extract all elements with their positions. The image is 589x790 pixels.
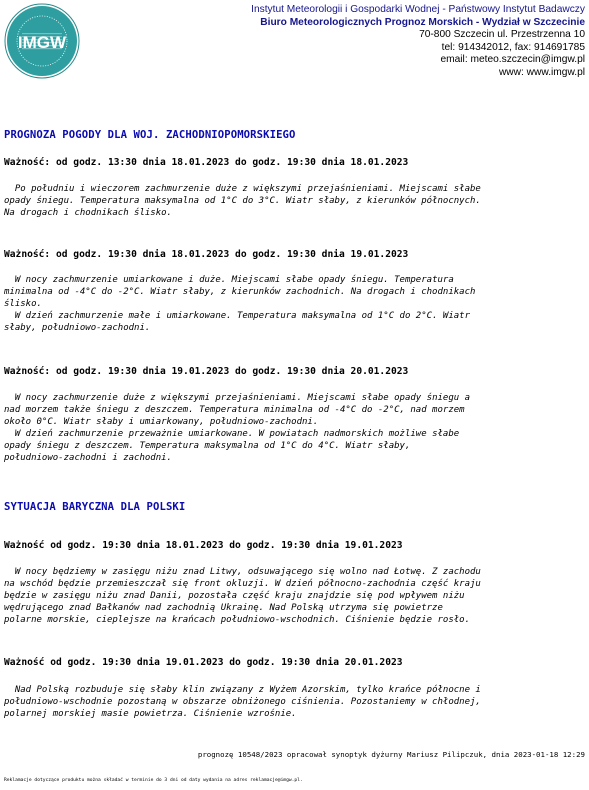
office-name: Biuro Meteorologicznych Prognoz Morskich - Wydział w Szczecinie <box>260 16 585 28</box>
address: 70-800 Szczecin ul. Przestrzenna 10 <box>419 29 585 41</box>
email-link[interactable]: email: meteo.szczecin@imgw.pl <box>440 54 585 66</box>
synoptic-validity-2: Ważność od godz. 19:30 dnia 19.01.2023 do godz. 19:30 dnia 20.01.2023 <box>4 657 403 668</box>
forecast-validity-1: Ważność: od godz. 13:30 dnia 18.01.2023 do godz. 19:30 dnia 18.01.2023 <box>4 157 409 168</box>
synoptic-validity-1: Ważność od godz. 19:30 dnia 18.01.2023 do godz. 19:30 dnia 19.01.2023 <box>4 540 403 551</box>
phone-fax: tel: 914342012, fax: 914691785 <box>441 41 585 53</box>
synoptic-text-2: Nad Polską rozbuduje się słaby klin związany z Wyżem Azorskim, tylko krańce północne i południowo-wschodnie pozostaną w obszarze obniżonego ciśnienia. Pozostaniemy w chłodnej, polarnej morskiej masie powietrza. Ciśnienie wzrośnie. <box>4 685 481 720</box>
imgw-logo <box>4 3 80 79</box>
synoptic-title: SYTUACJA BARYCZNA DLA POLSKI <box>4 501 186 513</box>
forecast-validity-3: Ważność: od godz. 19:30 dnia 19.01.2023 do godz. 19:30 dnia 20.01.2023 <box>4 366 409 377</box>
forecast-text-3: W nocy zachmurzenie duże z większymi przejaśnieniami. Miejscami słabe opady śniegu a nad morzem także śniegu z deszczem. Temperatura minimalna od -4°C do -2°C, nad morzem około 0°C. Wiatr słaby i umiarkowany, południowo-zachodni. W dzień zachmurzenie przeważnie umiarkowane. W powiatach nadmorskich możliwe słabe opady śniegu z deszczem. Temperatura maksymalna od 1°C do 4°C. Wiatr słaby, południowo-zachodni i zachodni. <box>4 393 470 464</box>
complaint-note: Reklamacje dotyczące produktu można składać w terminie do 3 dni od daty wydania na adres reklamacje@imgw.pl. <box>4 778 303 783</box>
institute-name: Instytut Meteorologii i Gospodarki Wodnej - Państwowy Instytut Badawczy <box>251 4 585 15</box>
forecaster-credit: prognozę 10548/2023 opracował synoptyk dyżurny Mariusz Pilipczuk, dnia 2023-01-18 12:29 <box>197 750 585 759</box>
forecast-title: PROGNOZA POGODY DLA WOJ. ZACHODNIOPOMORSKIEGO <box>4 129 296 141</box>
institute-info <box>251 4 585 80</box>
forecast-text-2: W nocy zachmurzenie umiarkowane i duże. Miejscami słabe opady śniegu. Temperatura minimalna od -4°C do -2°C. Wiatr słaby, z kierunków zachodnich. Na drogach i chodnikach ślisko. W dzień zachmurzenie małe i umiarkowane. Temperatura maksymalna od 1°C do 2°C. Wiatr słaby, południowo-zachodni. <box>4 275 476 334</box>
logo-text: IMGW <box>17 33 67 52</box>
forecast-validity-2: Ważność: od godz. 19:30 dnia 18.01.2023 do godz. 19:30 dnia 19.01.2023 <box>4 249 409 260</box>
website-link[interactable]: www: www.imgw.pl <box>498 66 585 78</box>
page-header <box>0 0 589 100</box>
forecast-text-1: Po południu i wieczorem zachmurzenie duże z większymi przejaśnieniami. Miejscami słabe opady śniegu. Temperatura maksymalna od 1°C do 3°C. Wiatr słaby, z kierunków północnych. Na drogach i chodnikach ślisko. <box>4 184 481 219</box>
synoptic-text-1: W nocy będziemy w zasięgu niżu znad Litwy, odsuwającego się wolno nad Łotwę. Z zachodu na wschód będzie przemieszczał się front okluzji. W dzień północno-zachodnia część kraju będzie w zasięgu niżu znad Danii, pozostała część kraju znajdzie się pod wpływem niżu wędrującego znad Bałkanów nad zachodnią Ukrainę. Nad Polską utrzyma się powietrze polarne morskie, cieplejsze na krańcach południowo-wschodnich. Ciśnienie będzie rosło. <box>4 567 481 626</box>
